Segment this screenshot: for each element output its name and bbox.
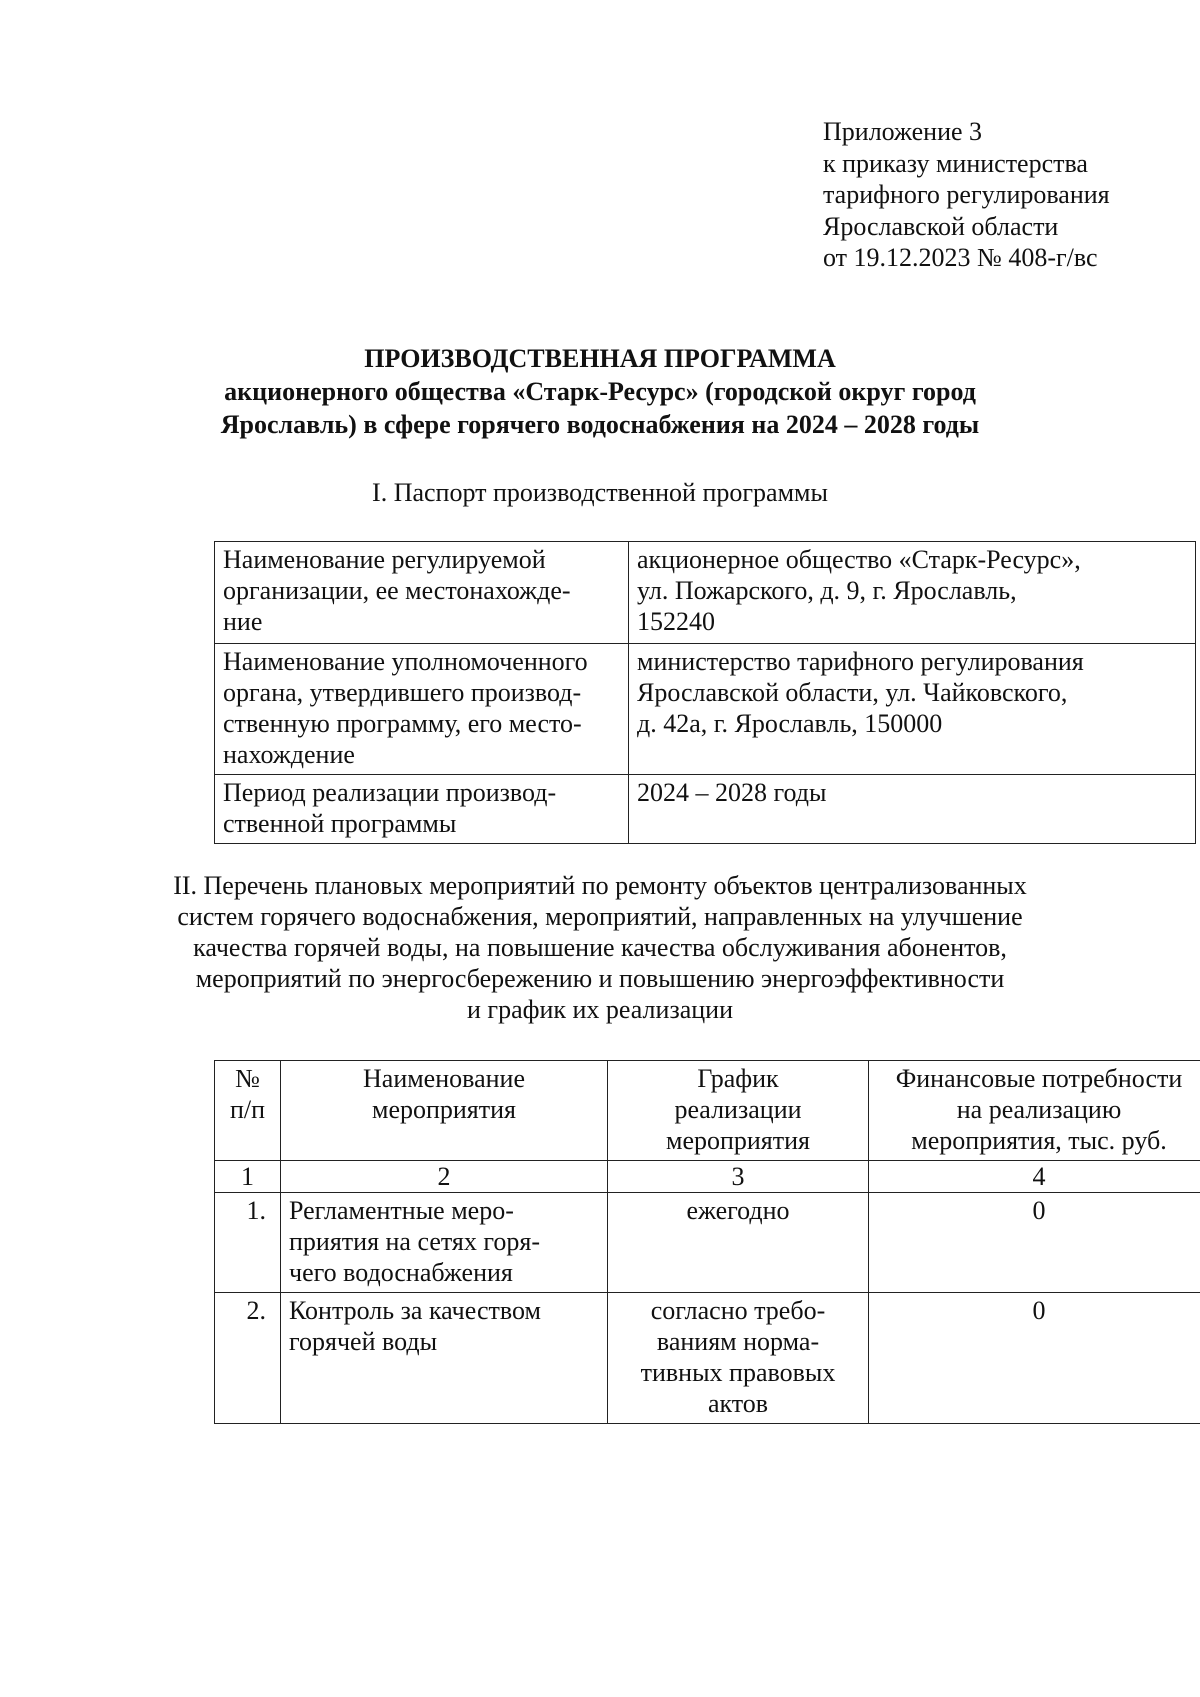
cell-line: согласно требо- bbox=[650, 1296, 826, 1325]
column-number-row bbox=[215, 1161, 1200, 1193]
cell-line: № bbox=[235, 1064, 260, 1093]
column-header-number bbox=[215, 1061, 281, 1161]
measure-cost-cell: 0 bbox=[869, 1293, 1200, 1424]
cell-line: нахождение bbox=[223, 740, 355, 769]
passport-table bbox=[214, 541, 1196, 844]
cell-line: График bbox=[697, 1064, 779, 1093]
cell-line: д. 42а, г. Ярославль, 150000 bbox=[637, 709, 943, 738]
cell-line: ственную программу, его место- bbox=[223, 709, 582, 738]
cell-line: Регламентные меро- bbox=[289, 1196, 514, 1225]
passport-value-cell bbox=[629, 775, 1196, 844]
title-line: Ярославль) в сфере горячего водоснабжения на 2024 – 2028 годы bbox=[220, 410, 980, 439]
cell-line: реализации bbox=[674, 1095, 802, 1124]
cell-line: ственной программы bbox=[223, 809, 457, 838]
column-number-cell: 4 bbox=[869, 1161, 1200, 1193]
row-number-cell: 2. bbox=[215, 1293, 281, 1424]
passport-value-cell bbox=[629, 644, 1196, 775]
measure-schedule-cell bbox=[608, 1293, 869, 1424]
appendix-line: к приказу министерства bbox=[823, 148, 1088, 178]
table-row bbox=[215, 775, 1196, 844]
table-header-row bbox=[215, 1061, 1200, 1161]
section-2-heading-line: систем горячего водоснабжения, мероприятий, направленных на улучшение bbox=[177, 902, 1023, 931]
cell-line: акционерное общество «Старк-Ресурс», bbox=[637, 545, 1081, 574]
cell-line: Период реализации производ- bbox=[223, 778, 557, 807]
appendix-line: от 19.12.2023 № 408-г/вс bbox=[823, 243, 1098, 272]
measure-cost-cell: 0 bbox=[869, 1193, 1200, 1293]
section-2-heading-line: и график их реализации bbox=[467, 995, 733, 1024]
column-header-schedule bbox=[608, 1061, 869, 1161]
appendix-line: Приложение 3 bbox=[823, 117, 983, 146]
column-number-cell: 2 bbox=[281, 1161, 608, 1193]
cell-line: Ярославской области, ул. Чайковского, bbox=[637, 678, 1068, 707]
passport-label-cell bbox=[215, 775, 629, 844]
passport-label-cell bbox=[215, 644, 629, 775]
measure-schedule-cell bbox=[608, 1193, 869, 1293]
cell-line: ул. Пожарского, д. 9, г. Ярославль, bbox=[637, 576, 1017, 605]
cell-line: тивных правовых bbox=[640, 1358, 836, 1387]
table-row bbox=[215, 1193, 1200, 1293]
cell-line: Наименование уполномоченного bbox=[223, 647, 588, 676]
cell-line: органа, утвердившего производ- bbox=[223, 678, 582, 707]
section-2-heading-line: качества горячей воды, на повышение качества обслуживания абонентов, bbox=[193, 933, 1007, 962]
appendix-note bbox=[823, 116, 1183, 274]
cell-line: ежегодно bbox=[686, 1196, 790, 1225]
column-header-cost bbox=[869, 1061, 1200, 1161]
cell-line: 152240 bbox=[637, 607, 715, 636]
table-row bbox=[215, 644, 1196, 775]
appendix-line: Ярославской области bbox=[823, 211, 1059, 241]
cell-line: мероприятия bbox=[371, 1095, 516, 1124]
table-row bbox=[215, 1293, 1200, 1424]
cell-line: организации, ее местонахожде- bbox=[223, 576, 571, 605]
cell-line: Контроль за качеством bbox=[289, 1296, 541, 1325]
cell-line: Финансовые потребности bbox=[895, 1064, 1183, 1093]
title-line: акционерного общества «Старк-Ресурс» (городской округ город bbox=[224, 377, 976, 406]
section-2-heading-line: II. Перечень плановых мероприятий по ремонту объектов централизованных bbox=[173, 871, 1027, 900]
measure-name-cell bbox=[281, 1293, 608, 1424]
passport-label-cell bbox=[215, 542, 629, 644]
cell-line: мероприятия bbox=[665, 1126, 810, 1155]
cell-line: министерство тарифного регулирования bbox=[637, 647, 1084, 676]
document-title bbox=[0, 342, 1200, 441]
passport-value-cell bbox=[629, 542, 1196, 644]
cell-line: Наименование регулируемой bbox=[223, 545, 546, 574]
measure-name-cell bbox=[281, 1193, 608, 1293]
cell-line: ние bbox=[223, 607, 263, 636]
cell-line: ваниям норма- bbox=[656, 1327, 820, 1356]
cell-line: на реализацию bbox=[956, 1095, 1122, 1124]
section-1-heading-text: I. Паспорт производственной программы bbox=[372, 478, 828, 507]
cell-line: горячей воды bbox=[289, 1327, 438, 1356]
table-row bbox=[215, 542, 1196, 644]
section-2-heading-line: мероприятий по энергосбережению и повышению энергоэффективности bbox=[195, 964, 1005, 993]
cell-line: актов bbox=[707, 1389, 769, 1418]
column-number-cell: 1 bbox=[215, 1161, 281, 1193]
cell-line: чего водоснабжения bbox=[289, 1258, 513, 1287]
cell-line: Наименование bbox=[363, 1064, 525, 1093]
cell-line: приятия на сетях горя- bbox=[289, 1227, 540, 1256]
section-1-heading bbox=[0, 477, 1200, 508]
column-number-cell: 3 bbox=[608, 1161, 869, 1193]
measures-table bbox=[214, 1060, 1200, 1424]
section-2-heading bbox=[0, 870, 1200, 1025]
column-header-name bbox=[281, 1061, 608, 1161]
appendix-line: тарифного регулирования bbox=[823, 180, 1110, 209]
cell-line: п/п bbox=[229, 1095, 266, 1124]
cell-line: 2024 – 2028 годы bbox=[637, 778, 827, 807]
title-line: ПРОИЗВОДСТВЕННАЯ ПРОГРАММА bbox=[364, 344, 836, 373]
row-number-cell: 1. bbox=[215, 1193, 281, 1293]
cell-line: мероприятия, тыс. руб. bbox=[911, 1126, 1167, 1155]
